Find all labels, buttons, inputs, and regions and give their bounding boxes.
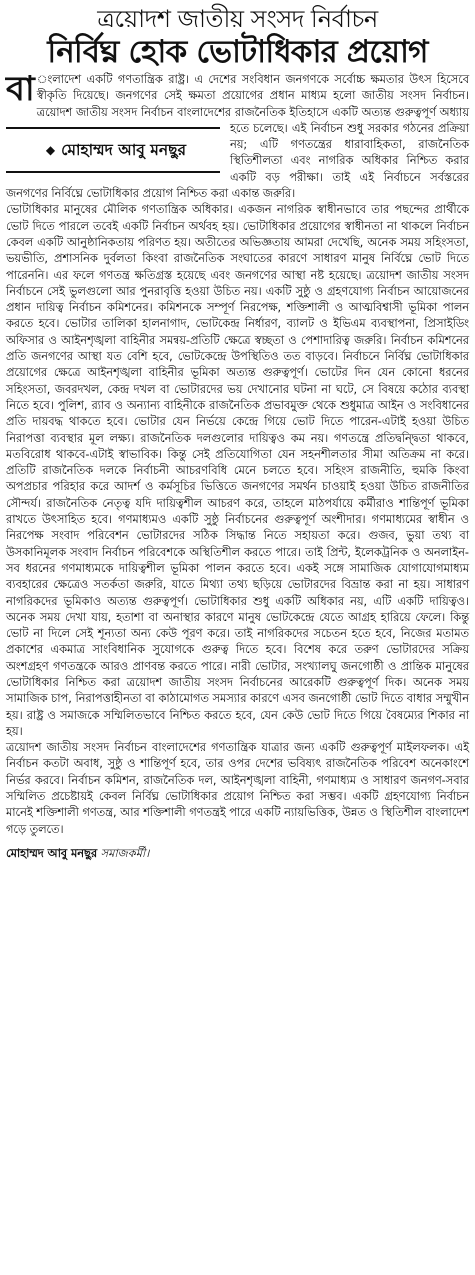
body-paragraph: ত্রয়োদশ জাতীয় সংসদ নির্বাচন বাংলাদেশের গণতান্ত্রিক যাত্রার জন্য একটি গুরুত্বপূর্ণ মাইলফলক। এই নির্বাচন কতটা অবাধ, সুষ্ঠু ও শান্তিপূর্ণ হবে, তার ওপর দেশের ভবিষ্যৎ রাজনৈতিক পরিবেশ অনেকাংশে নির্ভর করবে। নির্বাচন কমিশন, রাজনৈতিক দল, আইনশৃঙ্খলা বাহিনী, গণমাধ্যম ও সাধারণ জনগণ-সবার সম্মিলিত প্রচেষ্টায়ই কেবল নির্বিঘ্ন ভোটাধিকার প্রয়োগ নিশ্চিত করা সম্ভব। একটি গ্রহণযোগ্য নির্বাচন মানেই শক্তিশালী গণতন্ত্র, আর শক্তিশালী গণতন্ত্রই পারে একটি ন্যায়ভিত্তিক, উন্নত ও স্থিতিশীল বাংলাদেশ গড়ে তুলতে। xyxy=(6,741,469,836)
byline-author: মোহাম্মদ আবু মনছুর xyxy=(61,140,187,159)
drop-cap: বা xyxy=(6,69,35,109)
byline-diamond-icon: ◆ xyxy=(45,142,56,157)
intro-text: ংলাদেশ একটি গণতান্ত্রিক রাষ্ট্র। এ দেশের সংবিধান জনগণকে সর্বোচ্চ ক্ষমতার উৎস হিসেবে স্বীকৃতি দিয়েছে। জনগণের সেই ক্ষমতা প্রয়োগের প্রধান মাধ্যম হলো জাতীয় সংসদ নির্বাচন। ত্রয়োদশ জাতীয় সংসদ নির্বাচন বাংলাদেশের রাজনৈতিক xyxy=(36,73,469,119)
byline-box xyxy=(6,127,220,173)
body-paragraph: ভোটাধিকার মানুষের মৌলিক গণতান্ত্রিক অধিকার। একজন নাগরিক স্বাধীনভাবে তার পছন্দের প্রার্থীকে ভোট দিতে পারলে তবেই একটি নির্বাচন অর্থবহ হয়। ভোটাধিকার প্রয়োগের স্বাধীনতা না থাকলে নির্বাচন কেবল একটি আনুষ্ঠানিকতায় পরিণত হয়। অতীতের অভিজ্ঞতায় আমরা দেখেছি, অনেক সময় সহিংসতা, ভয়ভীতি, প্রশাসনিক দুর্বলতা কিংবা রাজনৈতিক সংঘাতের কারণে সাধারণ মানুষ নির্বিঘ্নে ভোট দিতে পারেননি। এর ফলে গণতন্ত্র ক্ষতিগ্রস্ত হয়েছে এবং জনগণের আস্থা নষ্ট হয়েছে। ত্রয়োদশ জাতীয় সংসদ নির্বাচনে সেই ভুলগুলো আর পুনরাবৃত্তি হওয়া উচিত নয়। একটি সুষ্ঠু ও গ্রহণযোগ্য নির্বাচন আয়োজনের প্রধান দায়িত্ব নির্বাচন কমিশনের। কমিশনকে সম্পূর্ণ নিরপেক্ষ, শক্তিশালী ও আত্মবিশ্বাসী ভূমিকা পালন করতে হবে। ভোটার তালিকা হালনাগাদ, ভোটকেন্দ্র নির্ধারণ, ব্যালট ও ইভিএম ব্যবস্থাপনা, প্রিসাইডিং অফিসার ও আইনশৃঙ্খলা বাহিনীর সমন্বয়-প্রতিটি ক্ষেত্রে স্বচ্ছতা ও পেশাদারিত্ব জরুরি। নির্বাচন কমিশনের প্রতি জনগণের আস্থা যত বেশি হবে, ভোটকেন্দ্রে উপস্থিতিও তত বাড়বে। নির্বাচনে নির্বিঘ্ন ভোটাধিকার প্রয়োগের ক্ষেত্রে আইনশৃঙ্খলা বাহিনীর ভূমিকা অত্যন্ত গুরুত্বপূর্ণ। ভোটের দিন যেন কোনো ধরনের সহিংসতা, জবরদখল, কেন্দ্র দখল বা ভোটারদের ভয় দেখানোর ঘটনা না ঘটে, সে বিষয়ে কঠোর ব্যবস্থা নিতে হবে। পুলিশ, র‍্যাব ও অন্যান্য বাহিনীকে রাজনৈতিক প্রভাবমুক্ত থেকে শুধুমাত্র আইন ও সংবিধানের প্রতি দায়বদ্ধ থাকতে হবে। ভোটার যেন নির্ভয়ে কেন্দ্রে গিয়ে ভোট দিতে পারেন-এটাই হওয়া উচিত নিরাপত্তা ব্যবস্থার মূল লক্ষ্য। রাজনৈতিক দলগুলোর দায়িত্বও কম নয়। গণতন্ত্রে প্রতিদ্বন্দ্বিতা থাকবে, মতবিরোধ থাকবে-এটাই স্বাভাবিক। কিন্তু সেই প্রতিযোগিতা যেন সহনশীলতার সীমা অতিক্রম না করে। প্রতিটি রাজনৈতিক দলকে নির্বাচনী আচরণবিধি মেনে চলতে হবে। সহিংস রাজনীতি, হুমকি কিংবা অপপ্রচার পরিহার করে আদর্শ ও কর্মসূচির ভিত্তিতে জনগণের সমর্থন চাওয়াই হওয়া উচিত রাজনীতির সৌন্দর্য। রাজনৈতিক নেতৃত্ব যদি দায়িত্বশীল আচরণ করে, তাহলে মাঠপর্যায়ে কর্মীরাও শান্তিপূর্ণ ভূমিকা রাখতে উৎসাহিত হবে। গণমাধ্যমও একটি সুষ্ঠু নির্বাচনের গুরুত্বপূর্ণ অংশীদার। গণমাধ্যমের স্বাধীন ও নিরপেক্ষ সংবাদ পরিবেশন ভোটারদের সঠিক সিদ্ধান্ত নিতে সহায়তা করে। গুজব, ভুয়া তথ্য বা উসকানিমূলক সংবাদ নির্বাচন পরিবেশকে অস্থিতিশীল করতে পারে। তাই প্রিন্ট, ইলেকট্রনিক ও অনলাইন-সব ধরনের গণমাধ্যমকে দায়িত্বশীল ভূমিকা পালন করতে হবে। একই সঙ্গে সামাজিক যোগাযোগমাধ্যম ব্যবহারের ক্ষেত্রেও সতর্কতা জরুরি, যাতে মিথ্যা তথ্য ছড়িয়ে ভোটারদের বিভ্রান্ত করা না হয়। সাধারণ নাগরিকদের ভূমিকাও অত্যন্ত গুরুত্বপূর্ণ। ভোটাধিকার শুধু একটি অধিকার নয়, এটি একটি দায়িত্বও। অনেক সময় দেখা যায়, হতাশা বা অনাস্থার কারণে মানুষ ভোটকেন্দ্রে যেতে আগ্রহ হারিয়ে ফেলে। কিন্তু ভোট না দিলে সেই শূন্যতা অন্য কেউ পূরণ করে। তাই নাগরিকদের সচেতন হতে হবে, নিজের মতামত প্রকাশের একমাত্র সাংবিধানিক সুযোগকে গুরুত্ব দিতে হবে। বিশেষ করে তরুণ ভোটারদের সক্রিয় অংশগ্রহণ গণতন্ত্রকে আরও প্রাণবন্ত করতে পারে। নারী ভোটার, সংখ্যালঘু জনগোষ্ঠী ও প্রান্তিক মানুষের ভোটাধিকার নিশ্চিত করা ত্রয়োদশ জাতীয় সংসদ নির্বাচনের আরেকটি গুরুত্বপূর্ণ দিক। অনেক সময় সামাজিক চাপ, নিরাপত্তাহীনতা বা কাঠামোগত সমস্যার কারণে এসব জনগোষ্ঠী ভোট দিতে বাধার সম্মুখীন হয়। রাষ্ট্র ও সমাজকে সম্মিলিতভাবে নিশ্চিত করতে হবে, যেন কেউ ভোট দিতে গিয়ে বৈষম্যের শিকার না হয়। xyxy=(6,203,469,738)
signature-name: মোহাম্মদ আবু মনছুর xyxy=(6,846,98,860)
article-headline: নির্বিঘ্ন হোক ভোটাধিকার প্রয়োগ xyxy=(47,34,428,70)
intro-text-rest: ইতিহাসে একটি অত্যন্ত গুরুত্বপূর্ণ অধ্যায় হতে চলেছে। এই নির্বাচন শুধু সরকার গঠনের প্রক্রিয়া নয়; এটি গণতন্ত্রের ধারাবাহিকতা, রাজনৈতিক স্থিতিশীলতা এবং নাগরিক অধিকার নিশ্চিত করার একটি বড় পরীক্ষা। তাই এই নির্বাচনে সর্বস্তরের জনগণের নির্বিঘ্নে ভোটাধিকার প্রয়োগ নিশ্চিত করা একান্ত জরুরি। xyxy=(6,105,469,201)
intro-paragraph xyxy=(6,69,469,202)
article-lead xyxy=(6,69,469,202)
signature-role: সমাজকর্মী। xyxy=(100,846,150,860)
article-kicker: ত্রয়োদশ জাতীয় সংসদ নির্বাচন xyxy=(97,5,378,33)
signature xyxy=(6,846,469,862)
